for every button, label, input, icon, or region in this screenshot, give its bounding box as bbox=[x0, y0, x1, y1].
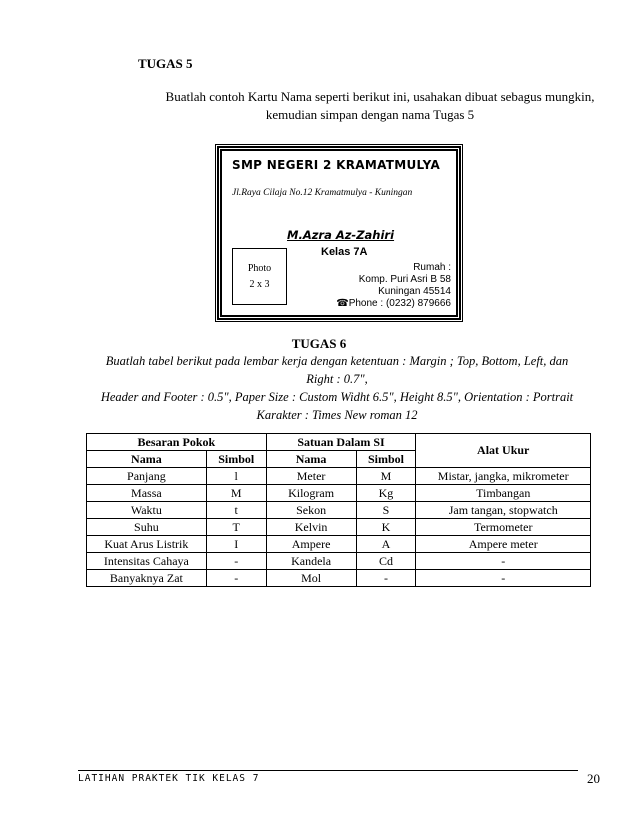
table-cell: M bbox=[206, 485, 266, 502]
table-cell: Suhu bbox=[87, 519, 207, 536]
table-row bbox=[87, 553, 591, 570]
tugas6-line3: Header and Footer : 0.5", Paper Size : Custom Widht 6.5", Height 8.5", Orientation : Portrait bbox=[100, 390, 574, 404]
table-cell: t bbox=[206, 502, 266, 519]
table-cell: Banyaknya Zat bbox=[87, 570, 207, 587]
table-cell: M bbox=[356, 468, 416, 485]
tugas6-line1: Buatlah tabel berikut pada lembar kerja dengan ketentuan : Margin ; Top, Bottom, Left, dan bbox=[105, 354, 569, 368]
subheader-cell: Nama bbox=[266, 451, 356, 468]
table-row bbox=[87, 502, 591, 519]
table-cell: Mol bbox=[266, 570, 356, 587]
footer-divider bbox=[78, 770, 578, 771]
photo-label: Photo bbox=[247, 262, 272, 274]
table-row bbox=[87, 570, 591, 587]
table-cell: Kandela bbox=[266, 553, 356, 570]
tugas6-line2: Right : 0.7", bbox=[306, 372, 368, 386]
table-cell: l bbox=[206, 468, 266, 485]
table-cell: Cd bbox=[356, 553, 416, 570]
table-row bbox=[87, 519, 591, 536]
table-cell: Kilogram bbox=[266, 485, 356, 502]
subheader-cell: Simbol bbox=[206, 451, 266, 468]
card-contact bbox=[336, 262, 451, 310]
table-cell: - bbox=[206, 553, 266, 570]
table-cell: Ampere meter bbox=[416, 536, 591, 553]
card-street: Komp. Puri Asri B 58 bbox=[358, 274, 451, 285]
table-cell: K bbox=[356, 519, 416, 536]
tugas6-line4: Karakter : Times New roman 12 bbox=[256, 408, 418, 422]
card-phone-row bbox=[336, 298, 451, 310]
tugas6-title: TUGAS 6 bbox=[291, 336, 347, 351]
subheader-cell: Simbol bbox=[356, 451, 416, 468]
table-cell: - bbox=[416, 553, 591, 570]
table-header-row bbox=[87, 434, 591, 451]
subheader-cell: Nama bbox=[87, 451, 207, 468]
photo-size: 2 x 3 bbox=[249, 278, 270, 290]
table-cell: Mistar, jangka, mikrometer bbox=[416, 468, 591, 485]
table-body bbox=[87, 468, 591, 587]
tugas5-instruction-line1: Buatlah contoh Kartu Nama seperti berikut ini, usahakan dibuat sebagus mungkin, bbox=[165, 89, 595, 104]
table-cell: Termometer bbox=[416, 519, 591, 536]
table-cell: T bbox=[206, 519, 266, 536]
table-row bbox=[87, 485, 591, 502]
table-cell: Kelvin bbox=[266, 519, 356, 536]
footer-text: LATIHAN PRAKTEK TIK KELAS 7 bbox=[78, 773, 260, 784]
units-table bbox=[86, 433, 591, 587]
table-cell: Kg bbox=[356, 485, 416, 502]
card-person-name: M.Azra Az-Zahiri bbox=[287, 228, 395, 242]
header-besaran-pokok: Besaran Pokok bbox=[87, 434, 267, 451]
card-class: Kelas 7A bbox=[321, 246, 368, 258]
table-cell: Kuat Arus Listrik bbox=[87, 536, 207, 553]
table-cell: I bbox=[206, 536, 266, 553]
table-cell: Panjang bbox=[87, 468, 207, 485]
phone-icon: ☎ bbox=[336, 298, 349, 309]
card-phone: Phone : (0232) 879666 bbox=[348, 298, 451, 309]
table-cell: Sekon bbox=[266, 502, 356, 519]
tugas5-title: TUGAS 5 bbox=[138, 56, 193, 71]
table-cell: Meter bbox=[266, 468, 356, 485]
card-rumah: Rumah : bbox=[413, 262, 451, 273]
table-cell: Jam tangan, stopwatch bbox=[416, 502, 591, 519]
tugas5-instruction bbox=[100, 88, 638, 124]
card-school-name: SMP NEGERI 2 KRAMATMULYA bbox=[232, 158, 441, 172]
tugas6-instruction bbox=[62, 352, 612, 424]
photo-placeholder bbox=[232, 248, 287, 305]
table-cell: - bbox=[356, 570, 416, 587]
table-row bbox=[87, 536, 591, 553]
table-cell: Intensitas Cahaya bbox=[87, 553, 207, 570]
table-cell: Ampere bbox=[266, 536, 356, 553]
card-city: Kuningan 45514 bbox=[378, 286, 451, 297]
tugas5-instruction-line2: kemudian simpan dengan nama Tugas 5 bbox=[265, 107, 475, 122]
business-card bbox=[217, 146, 461, 320]
header-satuan-si: Satuan Dalam SI bbox=[266, 434, 416, 451]
table-cell: Massa bbox=[87, 485, 207, 502]
card-address: Jl.Raya Cilaja No.12 Kramatmulya - Kuningan bbox=[232, 188, 413, 198]
table-cell: - bbox=[416, 570, 591, 587]
table-cell: A bbox=[356, 536, 416, 553]
table-cell: S bbox=[356, 502, 416, 519]
page-number: 20 bbox=[587, 771, 600, 786]
header-alat-ukur: Alat Ukur bbox=[416, 434, 591, 468]
table-cell: - bbox=[206, 570, 266, 587]
table-row bbox=[87, 468, 591, 485]
table-cell: Waktu bbox=[87, 502, 207, 519]
table-cell: Timbangan bbox=[416, 485, 591, 502]
